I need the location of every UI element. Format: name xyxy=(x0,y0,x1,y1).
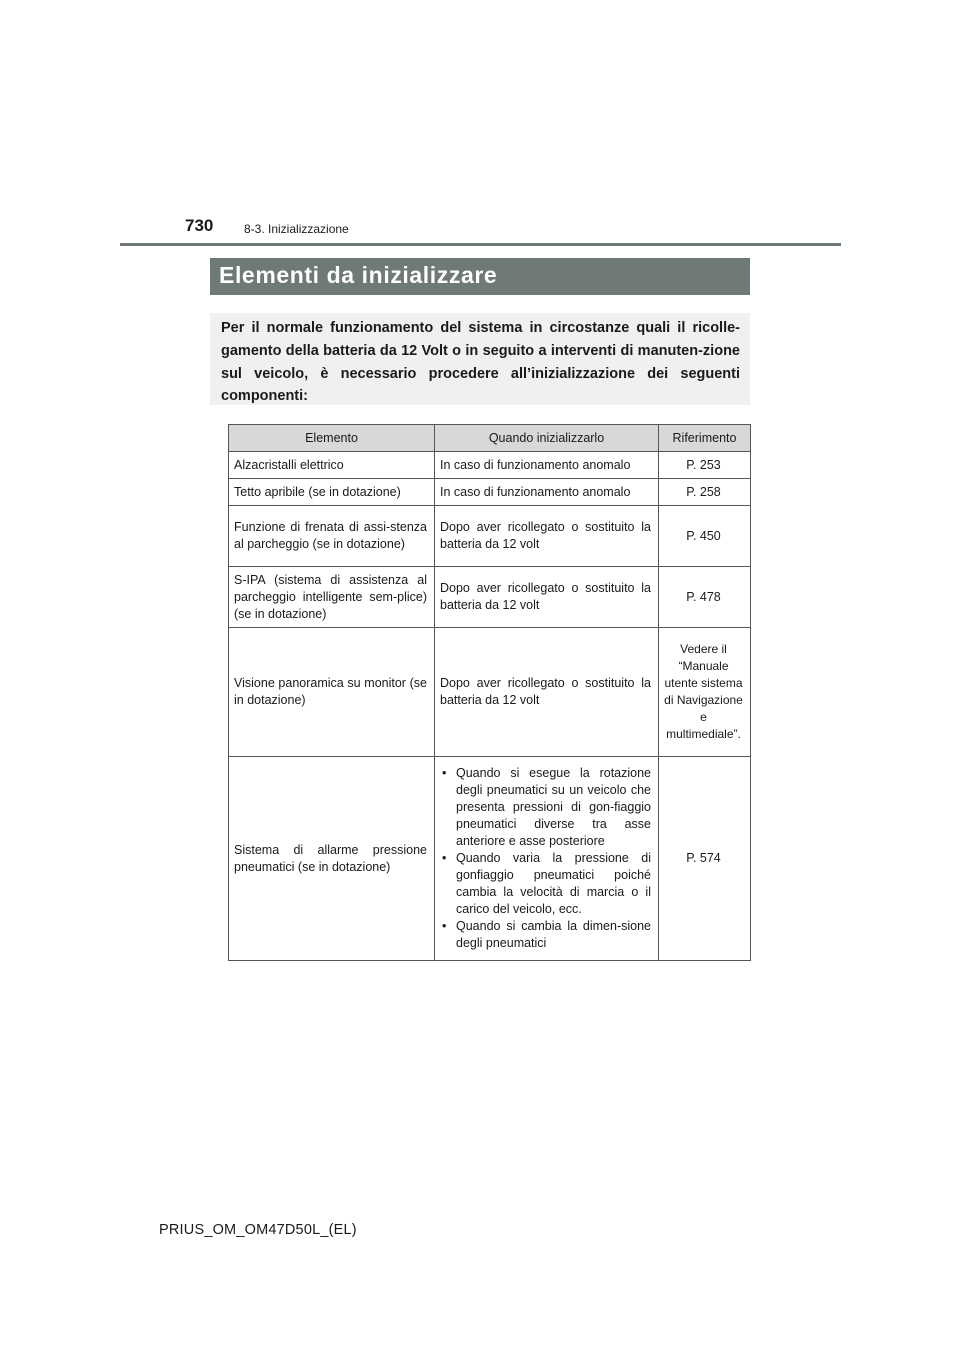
cell-when: Dopo aver ricollegato o sostituito la batteria da 12 volt xyxy=(435,628,659,757)
column-header-reference: Riferimento xyxy=(659,425,751,452)
intro-box xyxy=(210,313,750,405)
title-bar xyxy=(210,258,750,295)
cell-reference: P. 574 xyxy=(659,757,751,961)
cell-item: S-IPA (sistema di assistenza al parcheggio intelligente sem-plice) (se in dotazione) xyxy=(229,567,435,628)
cell-reference: P. 253 xyxy=(659,452,751,479)
table-header-row xyxy=(229,425,751,452)
page-title: Elementi da inizializzare xyxy=(219,262,498,288)
cell-item: Visione panoramica su monitor (se in dotazione) xyxy=(229,628,435,757)
bullet-list xyxy=(440,765,651,952)
table-row xyxy=(229,452,751,479)
cell-when: In caso di funzionamento anomalo xyxy=(435,452,659,479)
section-label: 8-3. Inizializzazione xyxy=(244,222,349,236)
cell-when xyxy=(435,757,659,961)
table-row xyxy=(229,757,751,961)
cell-reference: P. 478 xyxy=(659,567,751,628)
page-number: 730 xyxy=(185,216,214,235)
cell-reference: Vedere il “Manuale utente sistema di Navigazione e multimediale”. xyxy=(659,628,751,757)
cell-when: In caso di funzionamento anomalo xyxy=(435,479,659,506)
cell-item: Tetto apribile (se in dotazione) xyxy=(229,479,435,506)
cell-reference: P. 450 xyxy=(659,506,751,567)
table-row xyxy=(229,479,751,506)
bullet-item: • Quando varia la pressione di gonfiaggio pneumatici poiché cambia la velocità di marcia o il carico del veicolo, ecc. xyxy=(440,850,651,918)
document-code: PRIUS_OM_OM47D50L_(EL) xyxy=(159,1222,357,1238)
cell-when: Dopo aver ricollegato o sostituito la batteria da 12 volt xyxy=(435,506,659,567)
header-rule xyxy=(120,243,841,246)
table-row xyxy=(229,628,751,757)
initialization-table xyxy=(228,424,751,961)
table-row xyxy=(229,567,751,628)
bullet-item: • Quando si cambia la dimen-sione degli pneumatici xyxy=(440,918,651,952)
table-row xyxy=(229,506,751,567)
cell-item: Alzacristalli elettrico xyxy=(229,452,435,479)
bullet-item: • Quando si esegue la rotazione degli pneumatici su un veicolo che presenta pressioni di gon-fiaggio pneumatici diverse tra asse anteriore e asse posteriore xyxy=(440,765,651,850)
intro-text: Per il normale funzionamento del sistema in circostanze quali il ricolle-gamento della batteria da 12 Volt o in seguito a interventi di manuten-zione sul veicolo, è necessario procedere all’inizializzazione dei seguenti componenti: xyxy=(221,320,740,405)
column-header-when: Quando inizializzarlo xyxy=(435,425,659,452)
cell-item: Funzione di frenata di assi-stenza al parcheggio (se in dotazione) xyxy=(229,506,435,567)
column-header-item: Elemento xyxy=(229,425,435,452)
cell-reference: P. 258 xyxy=(659,479,751,506)
cell-item: Sistema di allarme pressione pneumatici (se in dotazione) xyxy=(229,757,435,961)
cell-when: Dopo aver ricollegato o sostituito la batteria da 12 volt xyxy=(435,567,659,628)
